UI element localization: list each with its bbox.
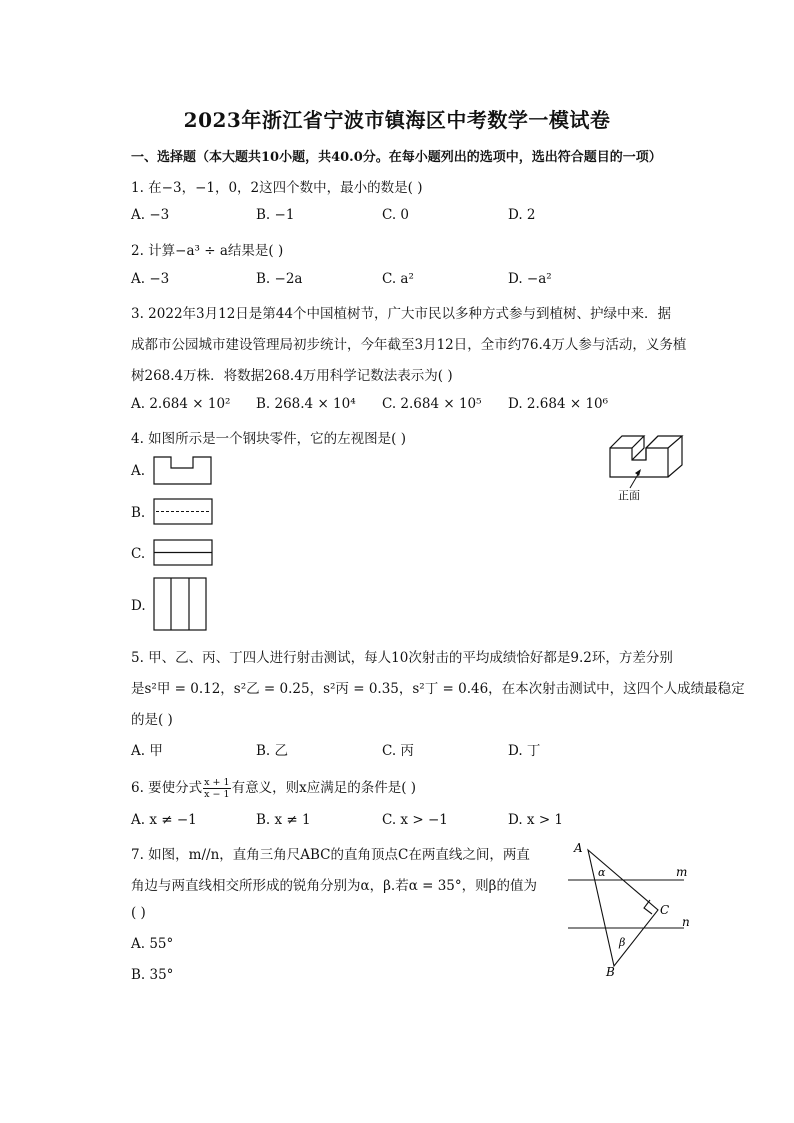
label-A: A	[574, 841, 583, 855]
q1-option-a[interactable]: A. −3	[131, 207, 170, 223]
q6-option-a[interactable]: A. x ≠ −1	[131, 812, 197, 828]
question-3-line-2: 成都市公园城市建设管理局初步统计，今年截至3月12日，全市约76.4万人参与活动，义务植	[131, 337, 687, 353]
question-3-line-1: 3. 2022年3月12日是第44个中国植树节，广大市民以多种方式参与到植树、护绿中来．据	[131, 306, 671, 322]
label-C: C	[660, 903, 670, 917]
q7-option-a[interactable]: A. 55°	[131, 936, 174, 952]
q5-option-c[interactable]: C. 丙	[382, 743, 414, 759]
q6-option-d[interactable]: D. x > 1	[508, 812, 564, 828]
question-2-stem: 2. 计算−a³ ÷ a结果是( )	[131, 243, 284, 259]
q2-option-a[interactable]: A. −3	[131, 271, 170, 287]
q3-option-a[interactable]: A. 2.684 × 10²	[131, 396, 231, 412]
q4-option-d-figure[interactable]	[153, 577, 209, 633]
q6-stem-before: 6. 要使分式	[131, 780, 203, 796]
q4-option-c-figure[interactable]	[153, 539, 215, 567]
q6-stem-after: 有意义，则x应满足的条件是( )	[231, 780, 417, 796]
q4-option-a-label[interactable]: A.	[131, 463, 146, 479]
q2-option-b[interactable]: B. −2a	[256, 271, 303, 287]
q6-option-c[interactable]: C. x > −1	[382, 812, 448, 828]
section-heading: 一、选择题（本大题共10小题，共40.0分。在每小题列出的选项中，选出符合题目的一项）	[131, 150, 662, 165]
label-B: B	[606, 965, 615, 978]
q4-option-c-label[interactable]: C.	[131, 546, 146, 562]
q1-option-b[interactable]: B. −1	[256, 207, 295, 223]
question-3-line-3: 树268.4万株．将数据268.4万用科学记数法表示为( )	[131, 368, 453, 384]
label-m: m	[676, 865, 688, 879]
label-n: n	[682, 915, 690, 929]
q6-fraction-numerator: x + 1	[204, 777, 230, 788]
question-1-stem: 1. 在−3，−1，0，2这四个数中，最小的数是( )	[131, 180, 423, 196]
question-4-stem: 4. 如图所示是一个钢块零件，它的左视图是( )	[131, 431, 406, 447]
triangle-parallel-lines-figure	[560, 836, 700, 978]
q3-option-d[interactable]: D. 2.684 × 10⁶	[508, 396, 609, 412]
q2-option-c[interactable]: C. a²	[382, 271, 414, 287]
q7-option-b[interactable]: B. 35°	[131, 967, 174, 983]
question-7-line-2: 角边与两直线相交所形成的锐角分别为α，β.若α = 35°，则β的值为	[131, 878, 537, 894]
q2-option-d[interactable]: D. −a²	[508, 271, 552, 287]
q4-option-b-figure[interactable]	[153, 498, 215, 526]
q1-option-d[interactable]: D. 2	[508, 207, 536, 223]
question-7-line-1: 7. 如图，m//n，直角三角尺ABC的直角顶点C在两直线之间，两直	[131, 847, 530, 863]
q5-option-a[interactable]: A. 甲	[131, 743, 163, 759]
steel-block-figure	[604, 426, 696, 506]
question-5-line-3: 的是( )	[131, 712, 173, 728]
q4-option-d-label[interactable]: D.	[131, 598, 146, 614]
exam-title: 2023年浙江省宁波市镇海区中考数学一模试卷	[183, 108, 611, 132]
q4-option-b-label[interactable]: B.	[131, 505, 146, 521]
q6-fraction-denominator: x − 1	[204, 789, 230, 800]
q1-option-c[interactable]: C. 0	[382, 207, 410, 223]
q3-option-c[interactable]: C. 2.684 × 10⁵	[382, 396, 482, 412]
question-5-line-2: 是s²甲 = 0.12，s²乙 = 0.25，s²丙 = 0.35，s²丁 = 0.46，在本次射击测试中，这四个人成绩最稳定	[131, 681, 745, 697]
question-7-line-3: ( )	[131, 905, 146, 921]
figure-label-front: 正面	[618, 489, 640, 502]
label-beta: β	[619, 936, 626, 949]
question-5-line-1: 5. 甲、乙、丙、丁四人进行射击测试，每人10次射击的平均成绩恰好都是9.2环，方差分别	[131, 650, 673, 666]
question-6-stem	[131, 776, 416, 800]
q6-option-b[interactable]: B. x ≠ 1	[256, 812, 311, 828]
q6-fraction	[203, 777, 230, 800]
q4-option-a-figure[interactable]	[153, 456, 215, 486]
q3-option-b[interactable]: B. 268.4 × 10⁴	[256, 396, 356, 412]
q5-option-b[interactable]: B. 乙	[256, 743, 289, 759]
label-alpha: α	[598, 866, 606, 879]
q5-option-d[interactable]: D. 丁	[508, 743, 541, 759]
